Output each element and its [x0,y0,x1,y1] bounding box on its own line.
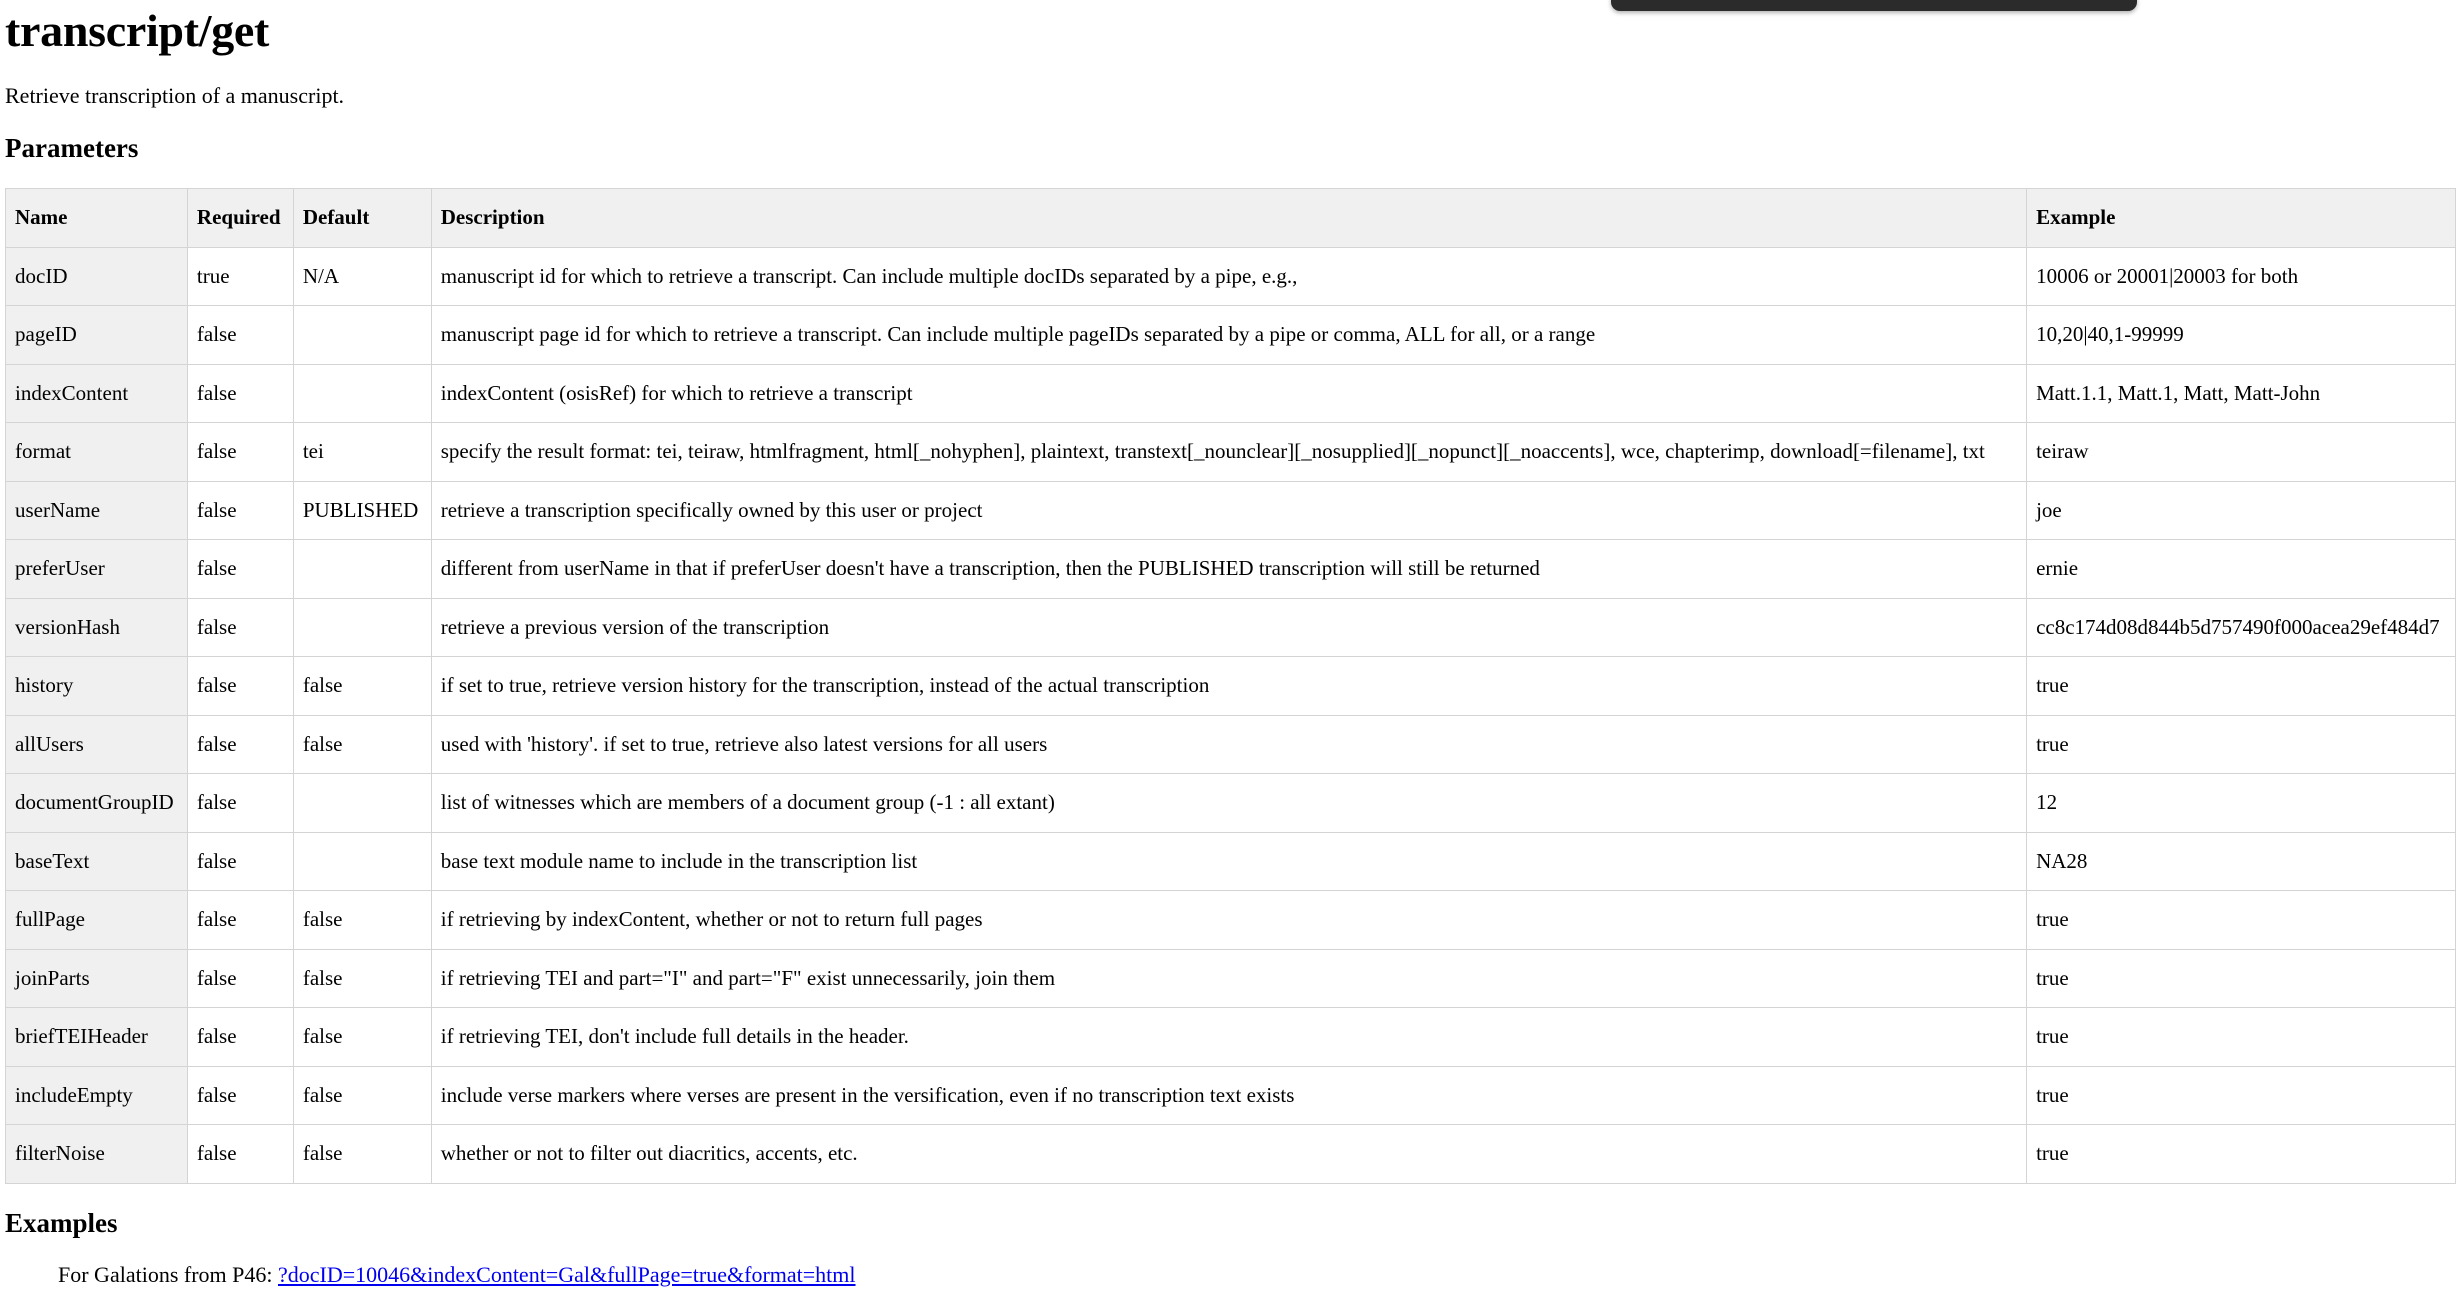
param-example: 10,20|40,1-99999 [2027,306,2456,365]
param-description: if set to true, retrieve version history for the transcription, instead of the actual transcription [431,657,2026,716]
param-description: used with 'history'. if set to true, retrieve also latest versions for all users [431,715,2026,774]
param-example: ernie [2027,540,2456,599]
page-subtitle: Retrieve transcription of a manuscript. [5,83,345,108]
param-default [293,598,431,657]
param-required: false [187,598,293,657]
param-required: false [187,306,293,365]
table-row [6,949,2456,1008]
param-example: cc8c174d08d844b5d757490f000acea29ef484d7 [2027,598,2456,657]
table-row [6,481,2456,540]
param-description: indexContent (osisRef) for which to retrieve a transcript [431,364,2026,423]
table-row [6,1125,2456,1184]
table-row [6,832,2456,891]
param-name: allUsers [6,715,188,774]
param-example: joe [2027,481,2456,540]
param-example: 10006 or 20001|20003 for both [2027,247,2456,306]
param-name: pageID [6,306,188,365]
param-example: true [2027,949,2456,1008]
param-default [293,832,431,891]
parameters-table [5,188,2456,1184]
param-description: manuscript page id for which to retrieve a transcript. Can include multiple pageIDs separated by a pipe or comma, ALL for all, or a range [431,306,2026,365]
param-default: false [293,715,431,774]
table-row [6,1008,2456,1067]
table-row [6,715,2456,774]
param-default: false [293,1066,431,1125]
table-row [6,774,2456,833]
param-example: NA28 [2027,832,2456,891]
param-name: joinParts [6,949,188,1008]
param-required: false [187,1008,293,1067]
param-example: true [2027,715,2456,774]
table-row [6,891,2456,950]
table-header-row [6,189,2456,248]
param-default: false [293,891,431,950]
param-description: if retrieving by indexContent, whether or not to return full pages [431,891,2026,950]
table-row [6,598,2456,657]
param-required: false [187,949,293,1008]
param-name: docID [6,247,188,306]
param-description: specify the result format: tei, teiraw, htmlfragment, html[_nohyphen], plaintext, transtext[_nounclear][_nosupplied][_nopunct][_noaccents], wce, chapterimp, download[=filename], txt [431,423,2026,482]
column-header-description: Description [431,189,2026,248]
param-default [293,364,431,423]
param-default: false [293,1125,431,1184]
column-header-name: Name [6,189,188,248]
param-description: retrieve a previous version of the transcription [431,598,2026,657]
param-name: indexContent [6,364,188,423]
param-required: true [187,247,293,306]
param-name: preferUser [6,540,188,599]
param-name: documentGroupID [6,774,188,833]
column-header-example: Example [2027,189,2456,248]
param-default: false [293,949,431,1008]
param-description: retrieve a transcription specifically owned by this user or project [431,481,2026,540]
page-title: transcript/get [5,5,270,56]
param-required: false [187,715,293,774]
param-description: list of witnesses which are members of a document group (-1 : all extant) [431,774,2026,833]
param-description: if retrieving TEI, don't include full details in the header. [431,1008,2026,1067]
param-required: false [187,657,293,716]
param-required: false [187,364,293,423]
param-required: false [187,891,293,950]
param-name: fullPage [6,891,188,950]
param-required: false [187,540,293,599]
example-item [58,1260,856,1290]
param-description: manuscript id for which to retrieve a transcript. Can include multiple docIDs separated by a pipe, e.g., [431,247,2026,306]
example-label: For Galations from P46: [58,1262,278,1287]
param-default: tei [293,423,431,482]
overlay-bar [1611,0,2137,11]
param-name: userName [6,481,188,540]
param-name: briefTEIHeader [6,1008,188,1067]
param-description: different from userName in that if preferUser doesn't have a transcription, then the PUBLISHED transcription will still be returned [431,540,2026,599]
table-row [6,364,2456,423]
table-row [6,306,2456,365]
param-name: format [6,423,188,482]
param-example: true [2027,891,2456,950]
param-name: history [6,657,188,716]
table-row [6,423,2456,482]
param-required: false [187,832,293,891]
column-header-default: Default [293,189,431,248]
param-description: base text module name to include in the transcription list [431,832,2026,891]
param-description: if retrieving TEI and part="I" and part="F" exist unnecessarily, join them [431,949,2026,1008]
table-row [6,1066,2456,1125]
param-example: true [2027,1066,2456,1125]
param-required: false [187,774,293,833]
param-description: whether or not to filter out diacritics, accents, etc. [431,1125,2026,1184]
parameters-heading: Parameters [5,133,139,163]
param-description: include verse markers where verses are present in the versification, even if no transcription text exists [431,1066,2026,1125]
param-default: N/A [293,247,431,306]
param-example: Matt.1.1, Matt.1, Matt, Matt-John [2027,364,2456,423]
param-example: teiraw [2027,423,2456,482]
table-row [6,657,2456,716]
param-default [293,540,431,599]
param-required: false [187,1125,293,1184]
param-default: false [293,1008,431,1067]
param-default: PUBLISHED [293,481,431,540]
param-name: filterNoise [6,1125,188,1184]
param-example: 12 [2027,774,2456,833]
param-required: false [187,481,293,540]
param-required: false [187,423,293,482]
examples-heading: Examples [5,1208,118,1238]
param-default [293,306,431,365]
param-example: true [2027,1008,2456,1067]
table-row [6,247,2456,306]
param-default: false [293,657,431,716]
table-row [6,540,2456,599]
param-name: versionHash [6,598,188,657]
column-header-required: Required [187,189,293,248]
param-name: baseText [6,832,188,891]
param-required: false [187,1066,293,1125]
example-link[interactable]: ?docID=10046&indexContent=Gal&fullPage=true&format=html [278,1262,856,1287]
param-example: true [2027,1125,2456,1184]
param-default [293,774,431,833]
param-name: includeEmpty [6,1066,188,1125]
param-example: true [2027,657,2456,716]
